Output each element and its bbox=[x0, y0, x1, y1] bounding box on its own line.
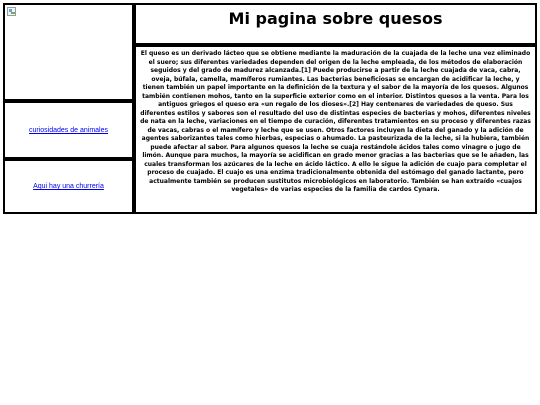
page-layout-table bbox=[3, 3, 537, 214]
content-cell bbox=[134, 45, 537, 214]
logo-cell bbox=[3, 3, 134, 101]
title-cell bbox=[134, 3, 537, 45]
cheese-article-text: El queso es un derivado lácteo que se obtiene mediante la maduración de la cuajada de la leche una vez eliminado el suero; sus diferentes variedades dependen del origen de la leche empleada, de los métodos de elaboración seguidos y del grado de madurez alcanzada.[1] Puede producirse a partir de la leche cuajada de vaca, cabra, oveja, búfala, camella, mamíferos rumiantes. Las bacterias beneficiosas se encargan de acidificar la leche, y tienen también un papel importante en la definición de la textura y el sabor de la mayoría de los quesos. Algunos también contienen mohos, tanto en la superficie exterior como en el interior. Distintos quesos a la venta. Para los antiguos griegos el queso era «un regalo de los dioses».[2] Hay centenares de variedades de queso. Sus diferentes estilos y sabores son el resultado del uso de distintas especies de bacterias y mohos, diferentes niveles de nata en la leche, variaciones en el tiempo de curación, diferentes tratamientos en su proceso y diferentes razas de vacas, cabras o el mamífero y leche que se usen. Otros factores incluyen la dieta del ganado y la adición de agentes saborizantes tales como hierbas, especias o ahumado. La pasteurizada de la leche, si la hubiera, también puede afectar al sabor. Para algunos quesos la leche se cuaja restándole ácidos tales como vinagre o jugo de limón. Aunque para muchos, la mayoría se acidifican en grado menor gracias a las bacterias que se le añaden, las cuales transforman los azúcares de la leche en ácido láctico. A ello le sigue la adición de cuajo para completar el proceso de cuajado. El cuajo es una enzima tradicionalmente obtenida del estómago del ganado lactante, pero actualmente también se producen sustitutos microbiológicos en laboratorio. También se han extraído «cuajos vegetales» de varias especies de la familia de cardos Cynara. bbox=[140, 50, 531, 193]
broken-image-icon bbox=[7, 7, 16, 16]
link-curiosidades-animales[interactable]: curiosidades de animales bbox=[29, 127, 108, 134]
nav-cell-animals bbox=[3, 101, 134, 159]
page-title: Mi pagina sobre quesos bbox=[228, 9, 443, 28]
link-churreria[interactable]: Aqui hay una churrería bbox=[33, 183, 104, 190]
nav-cell-churreria bbox=[3, 159, 134, 214]
